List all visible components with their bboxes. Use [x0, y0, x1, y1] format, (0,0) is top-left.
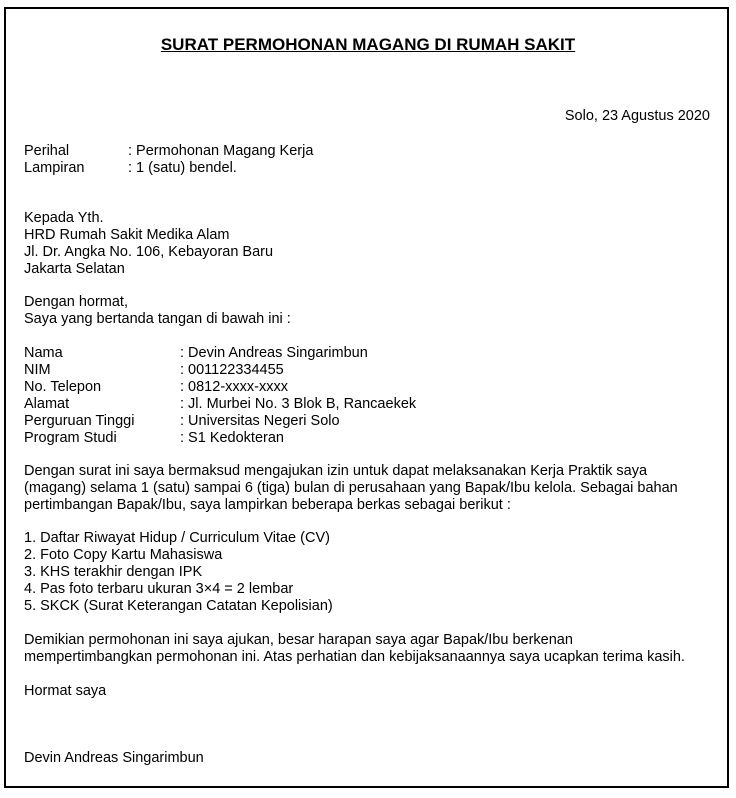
greeting	[24, 294, 291, 328]
list-item: 5. SKCK (Surat Keterangan Catatan Kepolisian)	[24, 598, 333, 614]
greeting-salutation: Dengan hormat,	[24, 294, 128, 310]
list-item: 3. KHS terakhir dengan IPK	[24, 564, 203, 580]
attachment-list	[24, 530, 333, 615]
signoff: Hormat saya	[24, 683, 107, 699]
identity-label: No. Telepon	[24, 379, 102, 395]
list-item: 1. Daftar Riwayat Hidup / Curriculum Vitae (CV)	[24, 530, 330, 546]
lampiran-value: : 1 (satu) bendel.	[128, 160, 237, 176]
signature-name: Devin Andreas Singarimbun	[24, 750, 204, 766]
paragraph-line: Demikian permohonan ini saya ajukan, besar harapan saya agar Bapak/Ibu berkenan	[24, 632, 573, 648]
paragraph-line: pertimbangan Bapak/Ibu, saya lampirkan beberapa berkas sebagai berikut :	[24, 497, 511, 513]
identity-label: NIM	[24, 362, 51, 378]
identity-value: : Jl. Murbei No. 3 Blok B, Rancaekek	[180, 396, 417, 412]
greeting-intro: Saya yang bertanda tangan di bawah ini :	[24, 311, 291, 327]
letter-date: Solo, 23 Agustus 2020	[564, 108, 710, 124]
identity-value: : 0812-xxxx-xxxx	[180, 379, 288, 395]
paragraph-line: Dengan surat ini saya bermaksud mengajukan izin untuk dapat melaksanakan Kerja Praktik saya	[24, 463, 648, 479]
identity-value: : Devin Andreas Singarimbun	[180, 345, 368, 361]
recipient-line: Jakarta Selatan	[24, 261, 125, 277]
recipient-line: HRD Rumah Sakit Medika Alam	[24, 227, 230, 243]
list-item: 4. Pas foto terbaru ukuran 3×4 = 2 lembar	[24, 581, 294, 597]
lampiran-label: Lampiran	[24, 160, 85, 176]
paragraph-line: (magang) selama 1 (satu) sampai 6 (tiga) bulan di perusahaan yang Bapak/Ibu kelola. Sebagai bahan	[24, 480, 678, 496]
list-item: 2. Foto Copy Kartu Mahasiswa	[24, 547, 223, 563]
letter-title: SURAT PERMOHONAN MAGANG DI RUMAH SAKIT	[160, 35, 576, 54]
closing-paragraph	[24, 632, 685, 666]
recipient-address	[24, 210, 273, 278]
intro-paragraph	[24, 463, 678, 514]
identity-label: Alamat	[24, 396, 70, 412]
identity-value: : S1 Kedokteran	[180, 430, 284, 446]
paragraph-line: mempertimbangkan permohonan ini. Atas perhatian dan kebijaksanaannya saya ucapkan terima kasih.	[24, 649, 685, 665]
recipient-line: Kepada Yth.	[24, 210, 104, 226]
perihal-label: Perihal	[24, 143, 70, 159]
identity-value: : 001122334455	[180, 362, 284, 378]
identity-label: Perguruan Tinggi	[24, 413, 135, 429]
identity-label: Nama	[24, 345, 63, 361]
recipient-line: Jl. Dr. Angka No. 106, Kebayoran Baru	[24, 244, 274, 260]
identity-value: : Universitas Negeri Solo	[180, 413, 340, 429]
identity-label: Program Studi	[24, 430, 117, 446]
perihal-value: : Permohonan Magang Kerja	[128, 143, 314, 159]
